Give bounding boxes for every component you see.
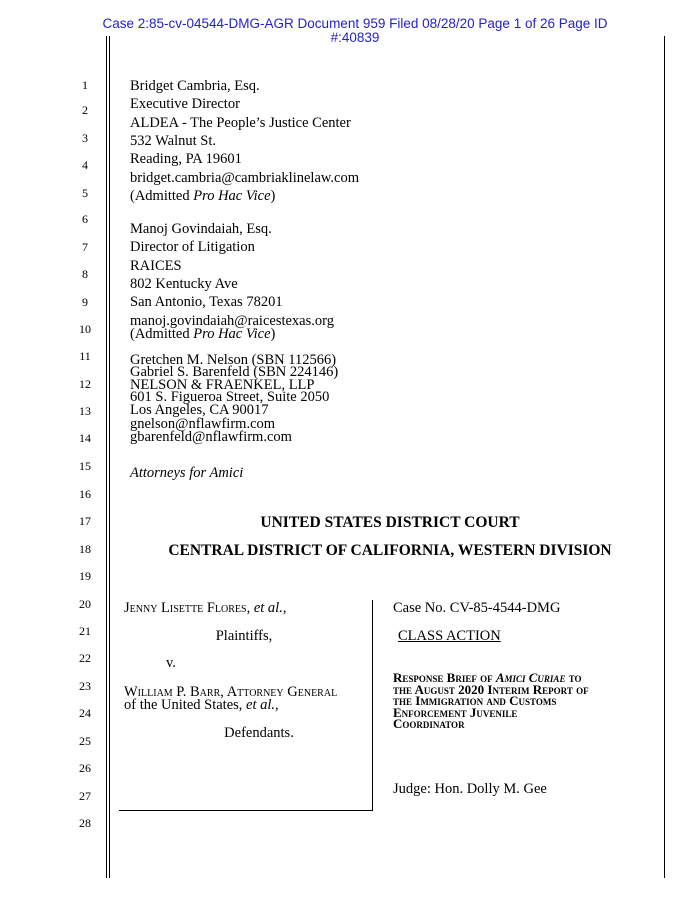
counsel-city: Los Angeles, CA 90017 [130,402,269,418]
line-number: 3 [82,131,88,145]
counsel-admission: (Admitted Pro Hac Vice) [130,326,276,342]
document-title-line2: the August 2020 Interim Report of [393,681,589,697]
judge-name: Judge: Hon. Dolly M. Gee [393,781,547,797]
court-district: CENTRAL DISTRICT OF CALIFORNIA, WESTERN DIVISION [168,542,612,559]
counsel-street: 601 S. Figueroa Street, Suite 2050 [130,389,330,405]
line-number: 8 [82,267,88,281]
line-number: 23 [79,679,91,693]
line-number: 20 [79,597,91,611]
line-number: 14 [79,431,91,445]
counsel-email: gbarenfeld@nflawfirm.com [130,429,292,445]
court-name: UNITED STATES DISTRICT COURT [260,514,520,531]
counsel-organization: RAICES [130,258,182,274]
line-number: 24 [79,706,91,720]
line-number: 17 [79,514,91,528]
left-margin-double-rule-inner [109,36,110,878]
filing-header-line1: Case 2:85-cv-04544-DMG-AGR Document 959 Filed 08/28/20 Page 1 of 26 Page ID [102,16,608,31]
line-number: 9 [82,295,88,309]
counsel-title: Director of Litigation [130,239,255,255]
class-action-label: CLASS ACTION [398,628,501,644]
line-number: 4 [82,158,88,172]
line-number: 28 [79,816,91,830]
line-number: 13 [79,404,91,418]
plaintiff-name: Jenny Lisette Flores, et al., [124,600,287,616]
versus: v. [166,655,176,671]
line-number: 7 [82,240,88,254]
line-number: 26 [79,761,91,775]
line-number: 12 [79,377,91,391]
pro-hac-vice: Pro Hac Vice [193,326,271,342]
document-title-line5: Coordinator [393,716,465,731]
line-number: 6 [82,212,88,226]
line-number: 11 [79,349,91,363]
document-title-line1: Response Brief of Amici Curiae to [393,670,582,685]
right-margin-rule [664,36,665,878]
line-number: 5 [82,186,88,200]
line-number: 25 [79,734,91,748]
counsel-firm: NELSON & FRAENKEL, LLP [130,377,315,393]
line-number: 10 [79,322,91,336]
filing-header-line2: #:40839 [330,30,380,45]
counsel-email: bridget.cambria@cambriaklinelaw.com [130,170,360,186]
case-number: Case No. CV-85-4544-DMG [393,600,561,616]
counsel-name: Gretchen M. Nelson (SBN 112566) [130,352,337,368]
document-title-line4: Enforcement Juvenile [393,704,518,720]
counsel-name: Manoj Govindaiah, Esq. [130,221,272,237]
line-number: 15 [79,459,91,473]
defendants-label: Defendants. [224,725,294,741]
line-number: 19 [79,569,91,583]
line-number: 21 [79,624,91,638]
line-number: 18 [79,542,91,556]
counsel-city: San Antonio, Texas 78201 [130,294,283,310]
left-margin-double-rule-outer [106,36,107,878]
counsel-name: Gabriel S. Barenfeld (SBN 224146) [130,364,339,380]
counsel-organization: ALDEA - The People’s Justice Center [130,115,351,131]
line-number: 2 [82,103,88,117]
counsel-city: Reading, PA 19601 [130,151,242,167]
line-number: 1 [82,78,88,92]
defendant-name-cont: of the United States, et al., [124,697,279,713]
attorneys-for-amici: Attorneys for Amici [130,465,244,481]
counsel-name: Bridget Cambria, Esq. [130,78,260,94]
counsel-street: 802 Kentucky Ave [130,276,238,292]
defendant-name: William P. Barr, Attorney General [124,684,338,700]
counsel-email: manoj.govindaiah@raicestexas.org [130,313,334,329]
counsel-admission: (Admitted Pro Hac Vice) [130,188,276,204]
pro-hac-vice: Pro Hac Vice [193,188,271,204]
counsel-email: gnelson@nflawfirm.com [130,416,276,432]
line-number: 16 [79,487,91,501]
caption-divider-vertical [372,600,373,811]
filing-header [80,17,630,45]
line-number: 22 [79,651,91,665]
line-number: 27 [79,789,91,803]
document-title-line3: the Immigration and Customs [393,693,557,708]
plaintiffs-label: Plaintiffs, [215,628,273,644]
counsel-title: Executive Director [130,96,240,112]
caption-divider-horizontal [119,810,373,811]
document-title [393,672,673,730]
counsel-street: 532 Walnut St. [130,133,216,149]
